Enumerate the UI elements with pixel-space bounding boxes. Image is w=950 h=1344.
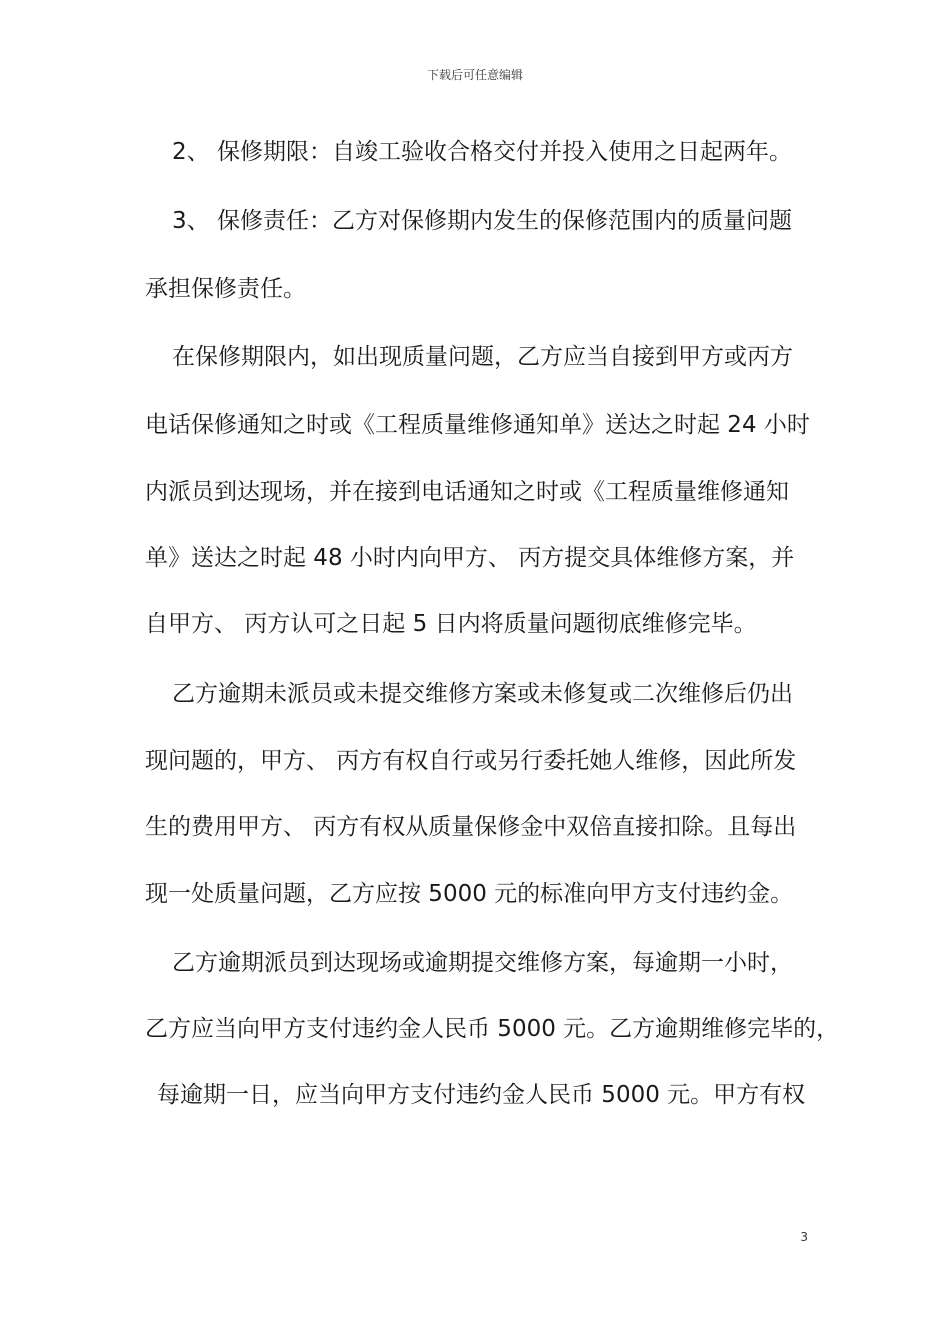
page-header: 下载后可任意编辑 [426,68,523,82]
text-line: 现问题的，甲方、 丙方有权自行或另行委托她人维修，因此所发 [145,748,797,774]
text-line: 乙方逾期未派员或未提交维修方案或未修复或二次维修后仍出 [172,681,793,707]
text-line: 承担保修责任。 [145,276,306,302]
page-number: 3 [800,1230,808,1244]
text-line: 3、 保修责任：乙方对保修期内发生的保修范围内的质量问题 [172,208,792,234]
text-line: 乙方应当向甲方支付违约金人民币 5000 元。乙方逾期维修完毕的， [145,1016,840,1042]
text-line: 乙方逾期派员到达现场或逾期提交维修方案，每逾期一小时， [172,950,793,976]
text-line: 2、 保修期限：自竣工验收合格交付并投入使用之日起两年。 [172,139,792,165]
text-line: 每逾期一日，应当向甲方支付违约金人民币 5000 元。甲方有权 [157,1082,806,1108]
text-line: 生的费用甲方、 丙方有权从质量保修金中双倍直接扣除。且每出 [145,814,797,840]
text-line: 自甲方、 丙方认可之日起 5 日内将质量问题彻底维修完毕。 [145,611,757,637]
text-line: 电话保修通知之时或《工程质量维修通知单》送达之时起 24 小时 [145,412,810,438]
text-line: 在保修期限内，如出现质量问题，乙方应当自接到甲方或丙方 [172,344,793,370]
text-line: 现一处质量问题，乙方应按 5000 元的标准向甲方支付违约金。 [145,881,794,907]
text-line: 内派员到达现场，并在接到电话通知之时或《工程质量维修通知 [145,479,789,505]
text-line: 单》送达之时起 48 小时内向甲方、 丙方提交具体维修方案，并 [145,545,795,571]
